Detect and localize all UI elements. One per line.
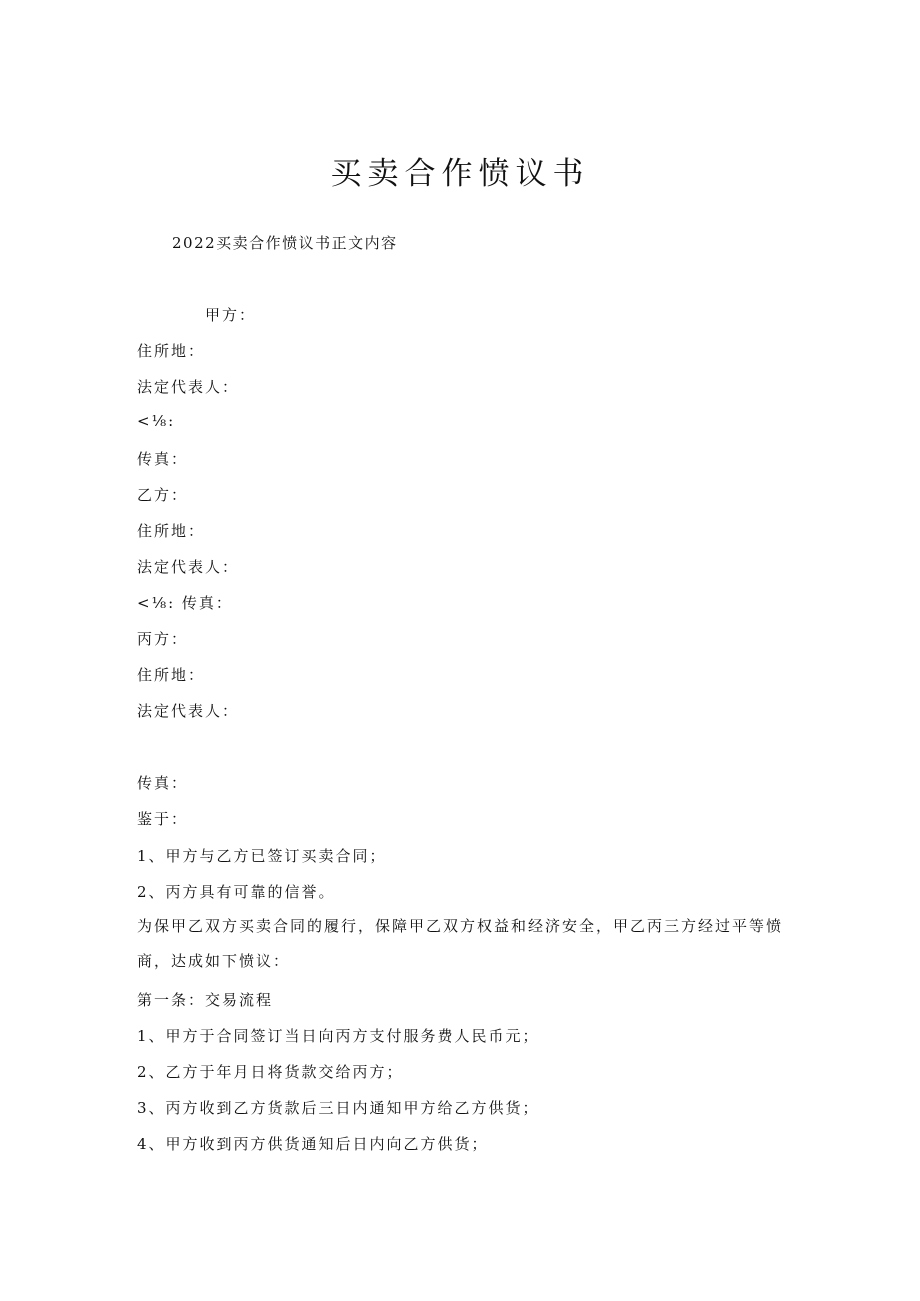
- article-1-item-3: 3、丙方收到乙方货款后三日内通知甲方给乙方供货；: [137, 1099, 540, 1117]
- whereas-label: 鉴于：: [137, 810, 189, 828]
- party-b-address: 住所地：: [137, 522, 206, 540]
- party-a-phone: <⅛:: [137, 412, 176, 430]
- whereas-item-2: 2、丙方具有可靠的信誉。: [137, 883, 336, 901]
- party-a-fax: 传真：: [137, 450, 189, 468]
- party-c-label: 丙方：: [137, 630, 189, 648]
- party-b-label: 乙方：: [137, 486, 189, 504]
- article-1-item-1: 1、甲方于合同签订当日向丙方支付服务费人民币元；: [137, 1027, 540, 1045]
- article-1-item-4: 4、甲方收到丙方供货通知后日内向乙方供货；: [137, 1135, 489, 1153]
- party-c-fax: 传真：: [137, 774, 189, 792]
- party-c-address: 住所地：: [137, 666, 206, 684]
- party-a-address: 住所地：: [137, 342, 206, 360]
- preamble-paragraph: 为保甲乙双方买卖合同的履行，保障甲乙双方权益和经济安全，甲乙丙三方经过平等愤商，达成如下愤议：: [137, 917, 784, 970]
- party-a-label: 甲方：: [205, 306, 257, 324]
- article-1-item-2: 2、乙方于年月日将货款交给丙方；: [137, 1063, 404, 1081]
- party-b-phone-fax: <⅛: 传真：: [137, 594, 233, 612]
- party-a-legal-rep: 法定代表人：: [137, 378, 240, 396]
- whereas-item-1: 1、甲方与乙方已签订买卖合同；: [137, 847, 387, 865]
- document-title: 买卖合作愤议书: [330, 156, 590, 192]
- document-subtitle: 2022买卖合作愤议书正文内容: [172, 234, 398, 252]
- article-1-heading: 第一条：交易流程: [137, 991, 274, 1009]
- party-c-legal-rep: 法定代表人：: [137, 702, 240, 720]
- party-b-legal-rep: 法定代表人：: [137, 558, 240, 576]
